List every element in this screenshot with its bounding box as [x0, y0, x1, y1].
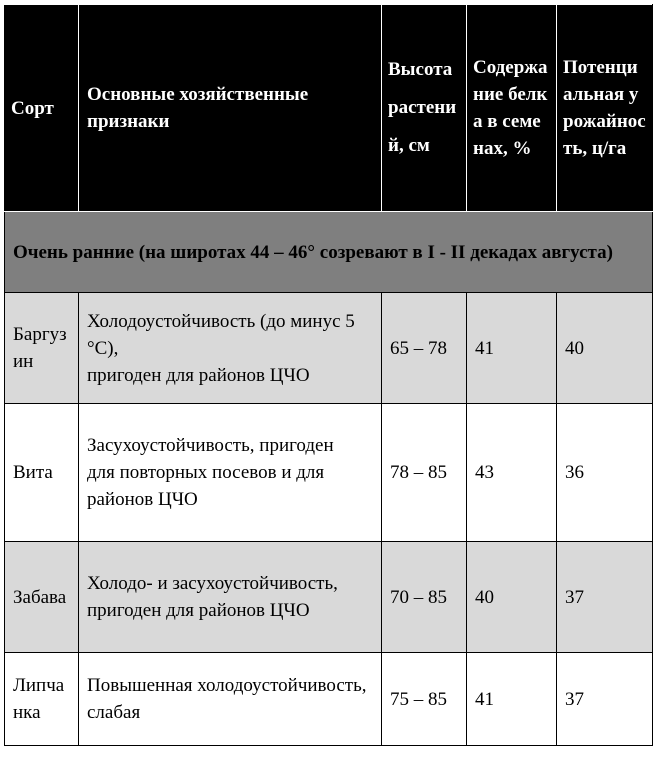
traits-line: для повторных посевов и для районов ЦЧО — [87, 462, 325, 510]
traits-line: Холодо- и засухоустойчивость, — [87, 573, 338, 594]
cell-protein: 43 — [467, 404, 557, 542]
cell-sort: Баргузин — [5, 293, 79, 404]
header-yield-label: Потенциальная урожайность, ц/га — [563, 57, 646, 159]
table-row — [5, 404, 653, 542]
traits-line: Засухоустойчивость, пригоден — [87, 435, 334, 456]
cell-yield: 37 — [557, 542, 653, 653]
traits-line: пригоден для районов ЦЧО — [87, 600, 310, 621]
cell-height: 65 – 78 — [382, 293, 467, 404]
cell-sort: Липчанка — [5, 653, 79, 746]
cell-traits — [79, 293, 382, 404]
traits-line: Повышенная холодоустойчивость, слабая — [87, 675, 367, 723]
section-row — [5, 212, 653, 293]
header-yield — [557, 5, 653, 212]
cell-protein: 41 — [467, 653, 557, 746]
header-sort — [5, 5, 79, 212]
cell-height: 78 – 85 — [382, 404, 467, 542]
cell-height: 75 – 85 — [382, 653, 467, 746]
header-height-label: Высота растений, см — [388, 59, 457, 156]
header-protein-label: Содержание белка в семенах, % — [473, 57, 548, 159]
cell-protein: 40 — [467, 542, 557, 653]
cell-protein: 41 — [467, 293, 557, 404]
header-traits-label: Основные хозяйственные признаки — [87, 84, 309, 132]
cell-yield: 36 — [557, 404, 653, 542]
section-title: Очень ранние (на широтах 44 – 46° созревают в I - II декадах августа) — [5, 212, 653, 293]
cell-sort: Забава — [5, 542, 79, 653]
header-traits — [79, 5, 382, 212]
table-row — [5, 653, 653, 746]
varieties-table — [4, 4, 653, 746]
cell-yield: 37 — [557, 653, 653, 746]
table-header-row — [5, 5, 653, 212]
table-row — [5, 293, 653, 404]
cell-traits — [79, 653, 382, 746]
header-protein — [467, 5, 557, 212]
traits-line: пригоден для районов ЦЧО — [87, 364, 310, 386]
traits-line: Холодоустойчивость (до минус 5 °C), — [87, 310, 355, 359]
header-height — [382, 5, 467, 212]
cell-traits — [79, 404, 382, 542]
cell-traits — [79, 542, 382, 653]
cell-yield: 40 — [557, 293, 653, 404]
cell-sort: Вита — [5, 404, 79, 542]
cell-height: 70 – 85 — [382, 542, 467, 653]
header-sort-label: Сорт — [11, 97, 54, 119]
table-row — [5, 542, 653, 653]
